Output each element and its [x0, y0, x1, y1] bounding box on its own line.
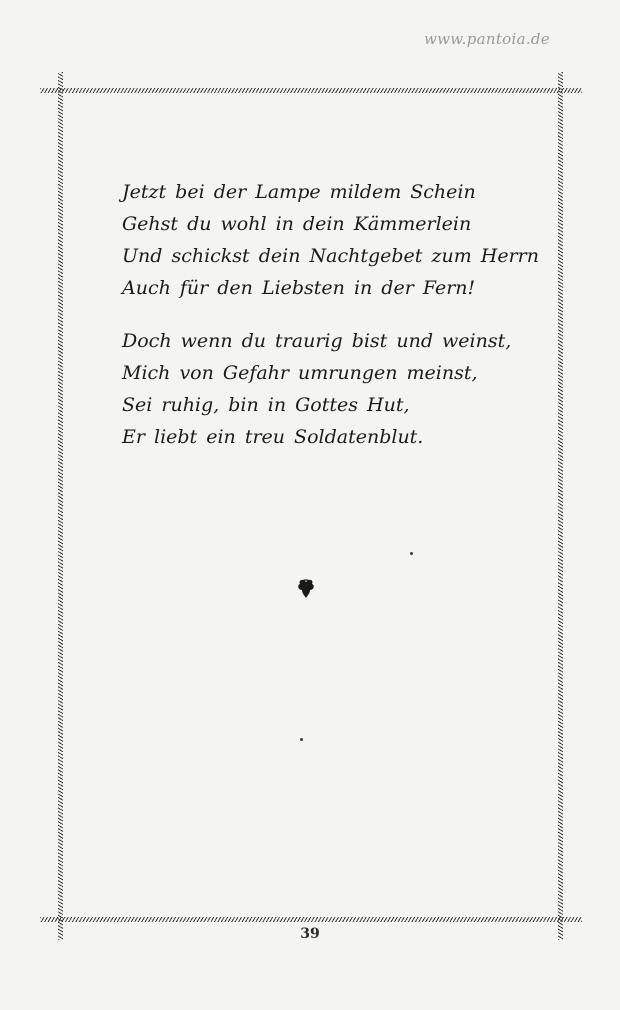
frame-left-border	[58, 72, 63, 940]
poem-line: Er liebt ein treu Soldatenblut.	[122, 426, 424, 448]
poem-line: Gehst du wohl in dein Kämmerlein	[122, 213, 472, 235]
stanza-1	[122, 176, 539, 304]
frame-top-border	[40, 88, 582, 93]
poem-line: Sei ruhig, bin in Gottes Hut,	[122, 394, 410, 416]
poem-line: Jetzt bei der Lampe mildem Schein	[122, 181, 476, 203]
frame-right-border	[558, 72, 563, 940]
paper-speck	[300, 738, 303, 741]
watermark: www.pantoia.de	[424, 30, 550, 48]
poem	[122, 176, 539, 474]
poem-line: Doch wenn du traurig bist und weinst,	[122, 330, 512, 352]
paper-speck	[410, 552, 413, 555]
poem-line: Und schickst dein Nachtgebet zum Herrn	[122, 245, 539, 267]
poem-line: Mich von Gefahr umrungen meinst,	[122, 362, 478, 384]
fleuron-icon	[296, 578, 316, 600]
page-number: 39	[300, 926, 320, 942]
stanza-2	[122, 325, 539, 453]
frame-bottom-border	[40, 917, 582, 922]
poem-line: Auch für den Liebsten in der Fern!	[122, 277, 476, 299]
